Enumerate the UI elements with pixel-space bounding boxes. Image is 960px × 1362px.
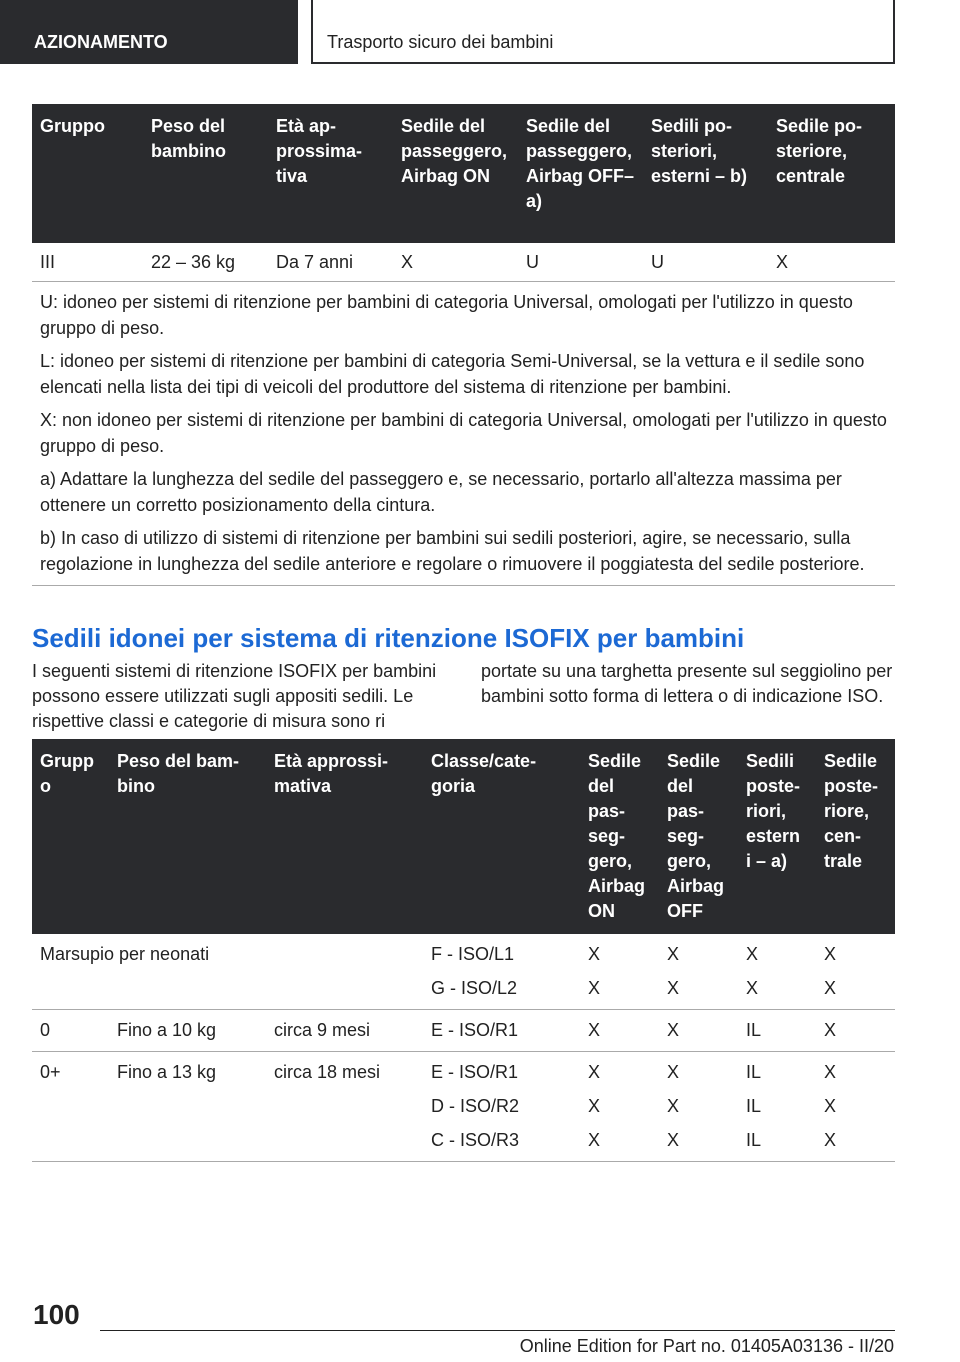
table-cell xyxy=(659,934,738,1010)
col-header-front-airbag-on: Sedile del passeggero, Airbag ON xyxy=(393,104,518,243)
cell-line: C - ISO/R3 xyxy=(431,1130,520,1150)
table-cell: III xyxy=(32,243,143,282)
cell-line: F - ISO/L1 xyxy=(431,944,515,964)
note-x: X: non idoneo per sistemi di ritenzione per bambini di categoria Universal, omologati per l'utilizzo in questo gruppo di peso. xyxy=(40,410,887,456)
intro-text-right: portate su una targhetta presente sul seggiolino per bambini sotto forma di lettera o di indicazione ISO. xyxy=(481,661,893,706)
table-cell: X xyxy=(659,1010,738,1052)
table-cell xyxy=(738,1052,816,1162)
table-cell: 22 – 36 kg xyxy=(143,243,268,282)
cell-line: X xyxy=(588,1130,601,1150)
table-cell xyxy=(580,1052,659,1162)
table-row xyxy=(32,934,895,1010)
note-l: L: idoneo per sistemi di ritenzione per bambini di categoria Semi-Universal, se la vettura e il sedile sono elencati nella lista dei tipi di veicoli del produttore del sistema di ritenzione per bambini. xyxy=(40,351,865,397)
table-row xyxy=(32,1010,895,1052)
cell-line: X xyxy=(824,1130,837,1150)
cell-line: X xyxy=(667,944,680,964)
table-cell: X xyxy=(816,1010,895,1052)
table-cell xyxy=(423,1052,580,1162)
table-cell: E - ISO/R1 xyxy=(423,1010,580,1052)
table-cell: 0+ xyxy=(32,1052,109,1162)
cell-line: G - ISO/L2 xyxy=(431,978,518,998)
note-b: b) In caso di utilizzo di sistemi di ritenzione per bambini sui sedili posteriori, agire, se necessario, sulla regolazione in lunghezza del sedile anteriore e regolare o rimuovere il poggiatesta del sedile posteriore. xyxy=(40,528,865,574)
cell-line: IL xyxy=(746,1130,762,1150)
table-cell: IL xyxy=(738,1010,816,1052)
table-cell: U xyxy=(643,243,768,282)
table-cell xyxy=(816,1052,895,1162)
col-header-rear-center: Sedile posteriore, centrale xyxy=(816,739,895,934)
table-cell: Fino a 10 kg xyxy=(109,1010,266,1052)
cell-line: X xyxy=(667,1130,680,1150)
col-header-rear-outer: Sedili posteriori, estern i – a) xyxy=(738,739,816,934)
col-header-front-airbag-off: Sedile del passeggero, Airbag OFF– a) xyxy=(518,104,643,243)
table-cell xyxy=(738,934,816,1010)
col-header-front-airbag-on: Sedile del passeggero, Airbag ON xyxy=(580,739,659,934)
cell-line: X xyxy=(746,978,759,998)
header-section-label: AZIONAMENTO xyxy=(0,0,298,64)
col-header-rear-outer: Sedili posteriori, esterni – b) xyxy=(643,104,768,243)
cell-line: X xyxy=(746,944,759,964)
cell-line: X xyxy=(588,944,601,964)
note-a: a) Adattare la lunghezza del sedile del passeggero e, se necessario, portarlo all'altezza massima per ottenere un corretto posizionamento della cintura. xyxy=(40,469,842,515)
footer-edition: Online Edition for Part no. 01405A03136 - II/20 xyxy=(519,1336,894,1356)
table-header-row xyxy=(32,739,895,934)
cell-line: X xyxy=(667,978,680,998)
col-header-group: Gruppo xyxy=(32,104,143,243)
table-row xyxy=(32,1052,895,1162)
table-header-row xyxy=(32,104,895,243)
cell-line: X xyxy=(588,978,601,998)
cell-line: D - ISO/R2 xyxy=(431,1096,520,1116)
cell-line: X xyxy=(588,1062,601,1082)
col-header-age: Età approssimativa xyxy=(266,739,423,934)
table-cell: circa 9 mesi xyxy=(266,1010,423,1052)
table-cell xyxy=(816,934,895,1010)
table-cell xyxy=(580,934,659,1010)
col-header-weight: Peso del bambino xyxy=(109,739,266,934)
table-cell: 0 xyxy=(32,1010,109,1052)
table-cell xyxy=(659,1052,738,1162)
cell-line: E - ISO/R1 xyxy=(431,1062,519,1082)
table-cell: X xyxy=(768,243,895,282)
cell-line: IL xyxy=(746,1062,762,1082)
table-cell: X xyxy=(580,1010,659,1052)
child-seat-table-universal xyxy=(32,104,895,282)
col-header-weight: Peso del bambino xyxy=(143,104,268,243)
table-notes xyxy=(32,290,895,586)
col-header-group: Grupp o xyxy=(32,739,109,934)
table-cell: Marsupio per neonati xyxy=(32,934,423,1010)
isofix-seat-table xyxy=(32,739,895,1162)
header-page-title: Trasporto sicuro dei bambini xyxy=(311,0,895,64)
col-header-rear-center: Sedile posteriore, centrale xyxy=(768,104,895,243)
cell-line: X xyxy=(824,1096,837,1116)
table-cell: Da 7 anni xyxy=(268,243,393,282)
table-row xyxy=(32,243,895,282)
note-u: U: idoneo per sistemi di ritenzione per bambini di categoria Universal, omologati per l'utilizzo in questo gruppo di peso. xyxy=(40,292,853,338)
intro-text-left: I seguenti sistemi di ritenzione ISOFIX per bambini possono essere utilizzati sugli appositi sedili. Le rispettive classi e categorie di misura sono ri xyxy=(32,661,437,731)
table-cell: Fino a 13 kg xyxy=(109,1052,266,1162)
table-cell: U xyxy=(518,243,643,282)
cell-line: X xyxy=(824,1062,837,1082)
cell-line: X xyxy=(667,1096,680,1116)
col-header-front-airbag-off: Sedile del passeggero, Airbag OFF xyxy=(659,739,738,934)
col-header-age: Età approssimativa xyxy=(268,104,393,243)
cell-line: X xyxy=(667,1062,680,1082)
table-cell: circa 18 mesi xyxy=(266,1052,423,1162)
col-header-class: Classe/categoria xyxy=(423,739,580,934)
page-number: 100 xyxy=(33,1299,80,1330)
cell-line: X xyxy=(824,978,837,998)
table-cell: X xyxy=(393,243,518,282)
cell-line: X xyxy=(588,1096,601,1116)
cell-line: X xyxy=(824,944,837,964)
table-cell xyxy=(423,934,580,1010)
footer-divider xyxy=(100,1330,895,1331)
section-heading: Sedili idonei per sistema di ritenzione ISOFIX per bambini xyxy=(32,623,745,653)
cell-line: IL xyxy=(746,1096,762,1116)
